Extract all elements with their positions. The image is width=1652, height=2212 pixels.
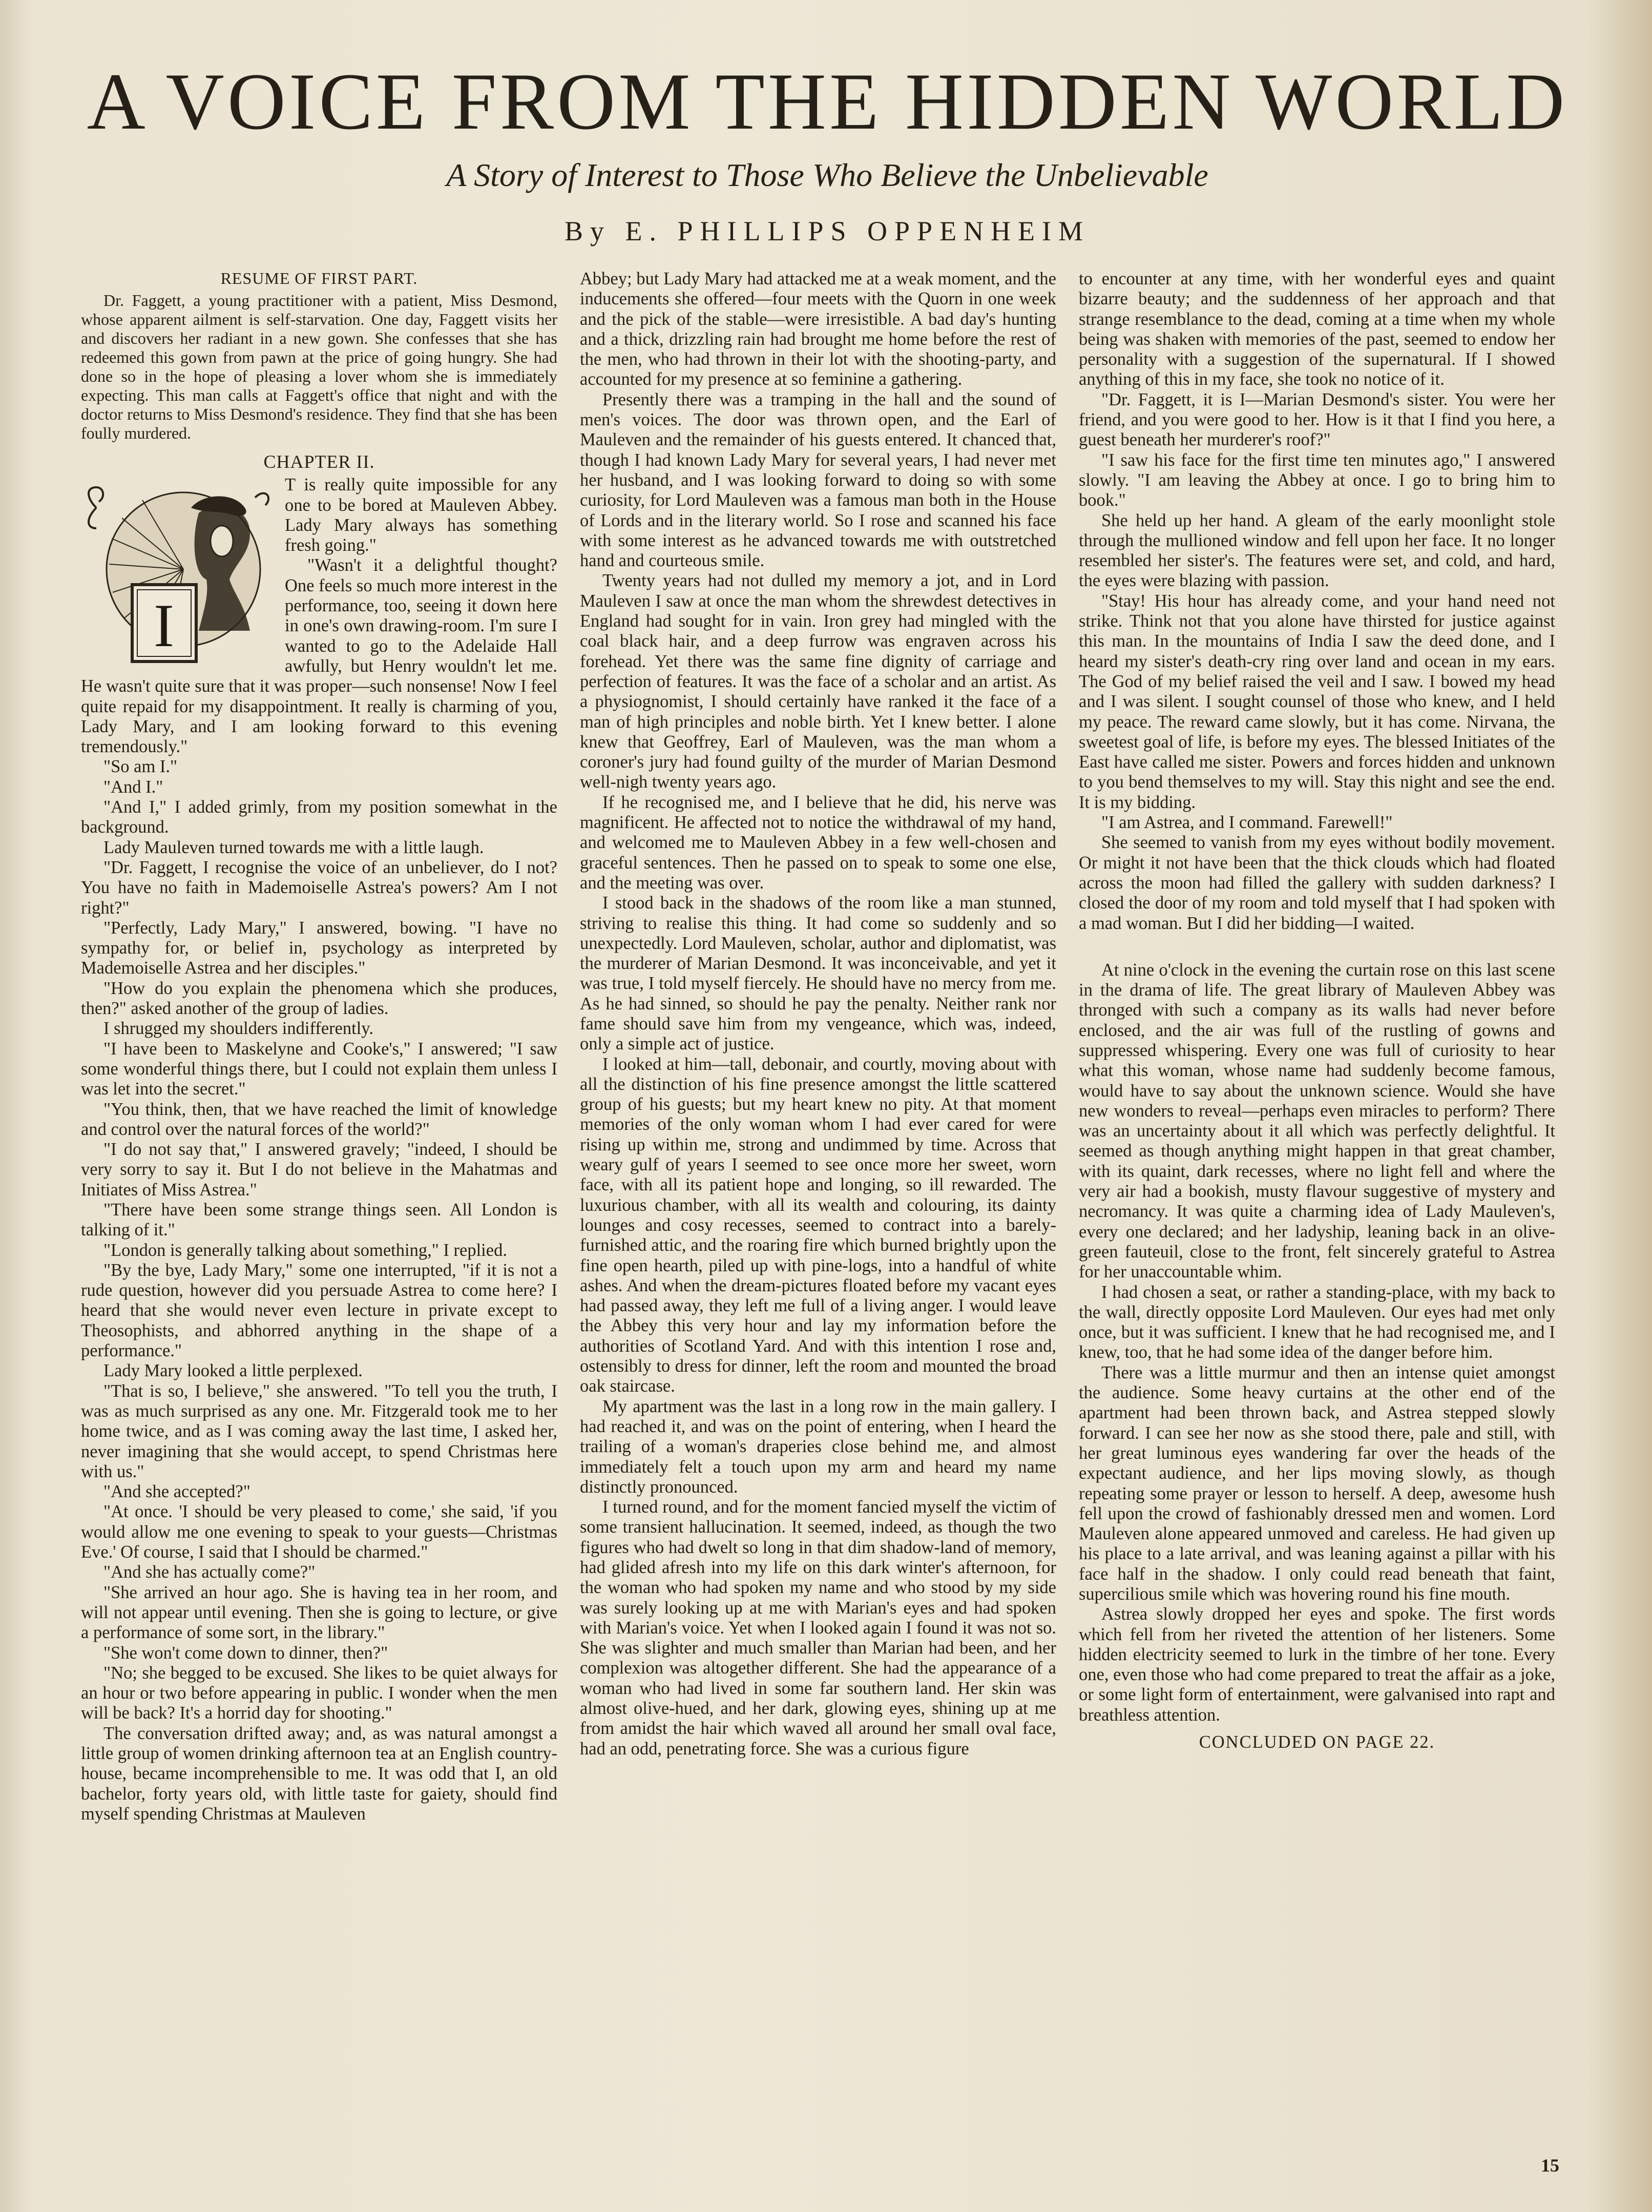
paragraph: "And she accepted?" — [103, 1482, 250, 1502]
paragraph: to encounter at any time, with her wonderful eyes and quaint bizarre beauty; and the suddenness of her approach and that strange resemblance to the dead, coming at a time when my whole being was shaken with memories of the past, seemed to endow her personality with a suggestion of the supernatural. If I showed anything of this in my face, she took no notice of it. — [1079, 269, 1555, 389]
column-3-body-part-2 — [1079, 960, 1555, 1725]
paragraph: "That is so, I believe," she answered. "To tell you the truth, I was as much surprised as any one. Mr. Fitzgerald took me to her home twice, and as I was coming away the last time, I asked her, never imagining that she would accept, to spend Christmas here with us." — [81, 1381, 557, 1481]
paragraph: "She arrived an hour ago. She is having tea in her room, and will not appear until evening. Then she is going to lecture, or give a performance of some sort, in the library." — [81, 1582, 557, 1643]
paragraph: T is really quite impossible for any one to be bored at Mauleven Abbey. Lady Mary always has something fresh going." — [285, 475, 557, 555]
paragraph: "Dr. Faggett, I recognise the voice of an unbeliever, do I not? You have no faith in Mademoiselle Astrea's powers? Am I not right?" — [81, 857, 557, 918]
paragraph: "At once. 'I should be very pleased to come,' she said, 'if you would allow me one evening to speak to your guests—Christmas Eve.' Of course, I said that I should be charmed." — [81, 1502, 557, 1562]
paragraph: "You think, then, that we have reached the limit of knowledge and control over the natural forces of the world?" — [81, 1099, 557, 1139]
paragraph: My apartment was the last in a long row in the main gallery. I had reached it, and was on the point of entering, when I heard the trailing of a woman's draperies close behind me, and almost immediately felt a touch upon my arm and heard my name distinctly pronounced. — [580, 1396, 1056, 1497]
text-column-2 — [580, 269, 1056, 2160]
paragraph: Astrea slowly dropped her eyes and spoke. The first words which fell from her riveted the attention of her listeners. Some hidden electricity seemed to lurk in the timbre of her tone. Every one, even those who had come prepared to treat the affair as a joke, or some light form of entertainment, were galvanised into rapt and breathless attention. — [1079, 1604, 1555, 1725]
paragraph: "I saw his face for the first time ten minutes ago," I answered slowly. "I am leaving the Abbey at once. I go to bring him to book." — [1079, 450, 1555, 510]
paragraph: "Wasn't it a delightful thought? One feels so much more interest in the performance, too, seeing it down here in one's own drawing-room. I'm sure I wanted to go to the Adelaide Hall awfully, but Henry wouldn't let me. He wasn't quite sure that it was proper—such nonsense! Now I feel quite repaid for my disappointment. It really is charming of you, Lady Mary, and I am looking forward to this evening tremendously." — [81, 555, 557, 757]
paragraph: Lady Mauleven turned towards me with a little laugh. — [103, 837, 484, 857]
paragraph: She seemed to vanish from my eyes without bodily movement. Or might it not have been that the thick clouds which had floated across the moon had filled the gallery with sudden darkness? I closed the door of my room and told myself that I had spoken with a mad woman. But I did her bidding—I waited. — [1079, 833, 1555, 933]
article-title: A VOICE FROM THE HIDDEN WORLD — [87, 57, 1568, 147]
paragraph: "London is generally talking about something," I replied. — [103, 1240, 507, 1260]
paragraph: "And I," I added grimly, from my position somewhat in the background. — [81, 797, 557, 837]
paragraph: "There have been some strange things seen. All London is talking of it." — [81, 1200, 557, 1240]
resume-text: Dr. Faggett, a young practitioner with a patient, Miss Desmond, whose apparent ailment is self-starvation. One day, Faggett visits her and discovers her radiant in a new gown. She confesses that she has redeemed this gown from pawn at the price of going hungry. She had done so in the hope of pleasing a lover whom she is immediately expecting. This man calls at Faggett's office that night and with the doctor returns to Miss Desmond's residence. They find that she has been foully murdered. — [81, 291, 557, 442]
paragraph: "I have been to Maskelyne and Cooke's," I answered; "I saw some wonderful things there, but I could not explain them unless I was let into the secret." — [81, 1039, 557, 1099]
paragraph: I shrugged my shoulders indifferently. — [103, 1019, 373, 1039]
paragraph: "She won't come down to dinner, then?" — [103, 1643, 388, 1663]
resume-section — [81, 269, 557, 443]
paragraph: "And she has actually come?" — [103, 1562, 316, 1582]
paragraph: Presently there was a tramping in the hall and the sound of men's voices. The door was thrown open, and the Earl of Mauleven and the remainder of his guests entered. It chanced that, though I had known Lady Mary for several years, I had never met her husband, and I was looking forward to doing so with some curiosity, for Lord Mauleven was a famous man both in the House of Lords and in the literary world. So I rose and scanned his face with some interest as he advanced towards me with outstretched hand and courteous smile. — [580, 389, 1056, 571]
column-3-body-part-1 — [1079, 269, 1555, 934]
paragraph: At nine o'clock in the evening the curtain rose on this last scene in the drama of life. The great library of Mauleven Abbey was thronged with such a company as its walls had never before enclosed, and the air was full of the rustling of gowns and suppressed whispering. Every one was full of curiosity to hear what this woman, whose name had suddenly become famous, would have to say about the unknown science. Would she have new wonders to reveal—perhaps even miracles to perform? There was an uncertainty about it all which was perfectly delightful. It seemed as though anything might happen in that great chamber, with its quaint, dark recesses, where no light fell and where the very air had a bookish, musty flavour suggestive of mystery and necromancy. It was quite a charming idea of Lady Mauleven's, every one declared; and her ladyship, leaning back in an olive-green fauteuil, close to the front, felt sincerely grateful to Astrea for her unaccountable whim. — [1079, 960, 1555, 1282]
paragraph: "Perfectly, Lady Mary," I answered, bowing. "I have no sympathy for, or belief in, psychology as interpreted by Mademoiselle Astrea and her disciples." — [81, 918, 557, 978]
paragraph: "Stay! His hour has already come, and your hand need not strike. Think not that you alone have thirsted for justice against this man. In the mountains of India I saw the deed done, and I heard my sister's death-cry ring over land and ocean in my ears. The God of my belief raised the veil and I saw. I bowed my head and I was silent. I sought counsel of those who knew, and I held my peace. The reward came slowly, but it has come. Nirvana, the sweetest goal of life, is before my eyes. The blessed Initiates of the East have called me sister. Powers and forces hidden and unknown to you bend themselves to my will. Stay this night and see the end. It is my bidding. — [1079, 591, 1555, 812]
paragraph: If he recognised me, and I believe that he did, his nerve was magnificent. He affected not to notice the withdrawal of my hand, and welcomed me to Mauleven Abbey in a few well-chosen and graceful sentences. Then he passed on to speak to some one else, and the meeting was over. — [580, 792, 1056, 893]
paragraph: "And I." — [103, 777, 163, 797]
paragraph: "So am I." — [103, 757, 178, 777]
article-subtitle: A Story of Interest to Those Who Believe the Unbelievable — [446, 157, 1208, 193]
paragraph: "By the bye, Lady Mary," some one interrupted, "if it is not a rude question, however did you persuade Astrea to come here? I heard that she would never even lecture in private except to Theosophists, and abhorred anything in the shape of a performance." — [81, 1260, 557, 1361]
paragraph: The conversation drifted away; and, as was natural amongst a little group of women drinking afternoon tea at an English country-house, became incomprehensible to me. It was odd that I, an old bachelor, forty years old, with little taste for gaiety, should find myself spending Christmas at Mauleven — [81, 1723, 557, 1824]
paragraph: Abbey; but Lady Mary had attacked me at a weak moment, and the inducements she offered—four meets with the Quorn in one week and the pick of the stable—were irresistible. A bad day's hunting and a thick, drizzling rain had brought me home before the rest of the men, who had thrown in their lot with the shooting-party, and accounted for my presence at so feminine a gathering. — [580, 269, 1056, 389]
column-2-body — [580, 269, 1056, 1759]
paragraph: I stood back in the shadows of the room like a man stunned, striving to realise this thing. It had come so suddenly and so unexpectedly. Lord Mauleven, scholar, author and diplomatist, was the murderer of Marian Desmond. It was inconceivable, and yet it was true, I told myself fiercely. He should have no mercy from me. As he had sinned, so should he pay the penalty. Neither rank nor fame should save him from my vengeance, which was, indeed, only a simple act of justice. — [580, 893, 1056, 1054]
paragraph: Twenty years had not dulled my memory a jot, and in Lord Mauleven I saw at once the man whom the shrewdest detectives in England had sought for in vain. Iron grey had mingled with the coal black hair, and a deep furrow was engraven across his forehead. Yet there was the same fine dignity of carriage and perfection of features. It was the face of a scholar and an artist. As a physiognomist, I should certainly have ranked it the face of a man of high principles and noble birth. Yet I knew better. I alone knew that Geoffrey, Earl of Mauleven, was the man whom a coroner's jury had found guilty of the murder of Marian Desmond well-nigh twenty years ago. — [580, 571, 1056, 792]
text-column-3 — [1079, 269, 1555, 2160]
page-number: 15 — [1541, 2155, 1559, 2176]
paragraph: She held up her hand. A gleam of the early moonlight stole through the mullioned window and fell upon her face. It no longer resembled her sister's. The features were set, and cold, and hard, the eyes were blazing with passion. — [1079, 510, 1555, 591]
chapter-heading: CHAPTER II. — [263, 451, 375, 472]
section-break — [1079, 934, 1555, 960]
paragraph: "I do not say that," I answered gravely; "indeed, I should be very sorry to say it. But I do not believe in the Mahatmas and Initiates of Miss Astrea." — [81, 1140, 557, 1200]
column-1-body — [81, 475, 557, 1824]
paragraph: "I am Astrea, and I command. Farewell!" — [1101, 813, 1393, 833]
drop-cap-letter: I — [154, 591, 174, 660]
paragraph: "Dr. Faggett, it is I—Marian Desmond's sister. You were her friend, and you were good to her. How is it that I find you here, a guest beneath her murderer's roof?" — [1079, 389, 1555, 450]
paragraph: I turned round, and for the moment fancied myself the victim of some transient hallucination. It seemed, indeed, as though the two figures who had dwelt so long in that dim shadow-land of memory, had glided afresh into my life on this dark winter's afternoon, for the woman who had spoken my name and who stood by my side was surely looking up at me with Marian's eyes and had spoken with Marian's voice. Yet when I looked again I found it was not so. She was slighter and much smaller than Marian had been, and her complexion was altogether different. She had the appearance of a woman who had lived in some far southern land. Her skin was almost olive-hued, and her dark, glowing eyes, shining up at me from amidst the hair which waved all around her small oval face, had an odd, penetrating force. She was a curious figure — [580, 1497, 1056, 1759]
decorative-drop-cap-illustration — [81, 477, 275, 668]
paragraph: "No; she begged to be excused. She likes to be quiet always for an hour or two before appearing in public. I wonder when the men will be back? It's a horrid day for shooting." — [81, 1663, 557, 1723]
resume-heading: RESUME OF FIRST PART. — [220, 269, 418, 287]
article-byline: By E. PHILLIPS OPPENHEIM — [564, 216, 1091, 246]
paragraph: I looked at him—tall, debonair, and courtly, moving about with all the distinction of his fine presence amongst the little scattered group of his guests; but my heart knew no pity. At that moment memories of the only woman whom I had ever cared for were rising up within me, strong and undimmed by time. Across that weary gulf of years I seemed to see once more her sweet, worn face, with all its patient hope and longing, so ill rewarded. The luxurious chamber, with all its wealth and colouring, its dainty lounges and cosy recesses, seemed to contract into a barely-furnished attic, and the roaring fire which burned brightly upon the fine open hearth, piled up with pine-logs, into a handful of white ashes. And when the dream-pictures floated before my vacant eyes had passed away, they left me full of a living anger. I would leave the Abbey this very hour and lay my information before the authorities of Scotland Yard. And with this intention I rose and, ostensibly to dress for dinner, left the room and mounted the broad oak staircase. — [580, 1054, 1056, 1396]
paragraph: There was a little murmur and then an intense quiet amongst the audience. Some heavy curtains at the other end of the apartment had been thrown back, and Astrea stepped slowly forward. I can see her now as she stood there, pale and still, with her great luminous eyes wandering far over the heads of the expectant audience, and her lips moving slowly, as though repeating some prayer or lesson to herself. A deep, awesome hush fell upon the crowd of fashionably dressed men and women. Lord Mauleven alone appeared unmoved and careless. He had given up his place to a late arrival, and was leaning against a pillar with his face half in the shadow. I only could read beneath that faint, supercilious smile which was hovering round his fine mouth. — [1079, 1362, 1555, 1604]
paragraph: I had chosen a seat, or rather a standing-place, with my back to the wall, directly opposite Lord Mauleven. Our eyes had met only once, but it was sufficient. I knew that he had recognised me, and I knew, too, that he had some idea of the danger before him. — [1079, 1282, 1555, 1362]
text-column-1 — [81, 269, 557, 2160]
paragraph: Lady Mary looked a little perplexed. — [103, 1361, 363, 1381]
continued-note: CONCLUDED ON PAGE 22. — [1199, 1732, 1435, 1752]
paragraph: "How do you explain the phenomena which she produces, then?" asked another of the group of ladies. — [81, 978, 557, 1019]
